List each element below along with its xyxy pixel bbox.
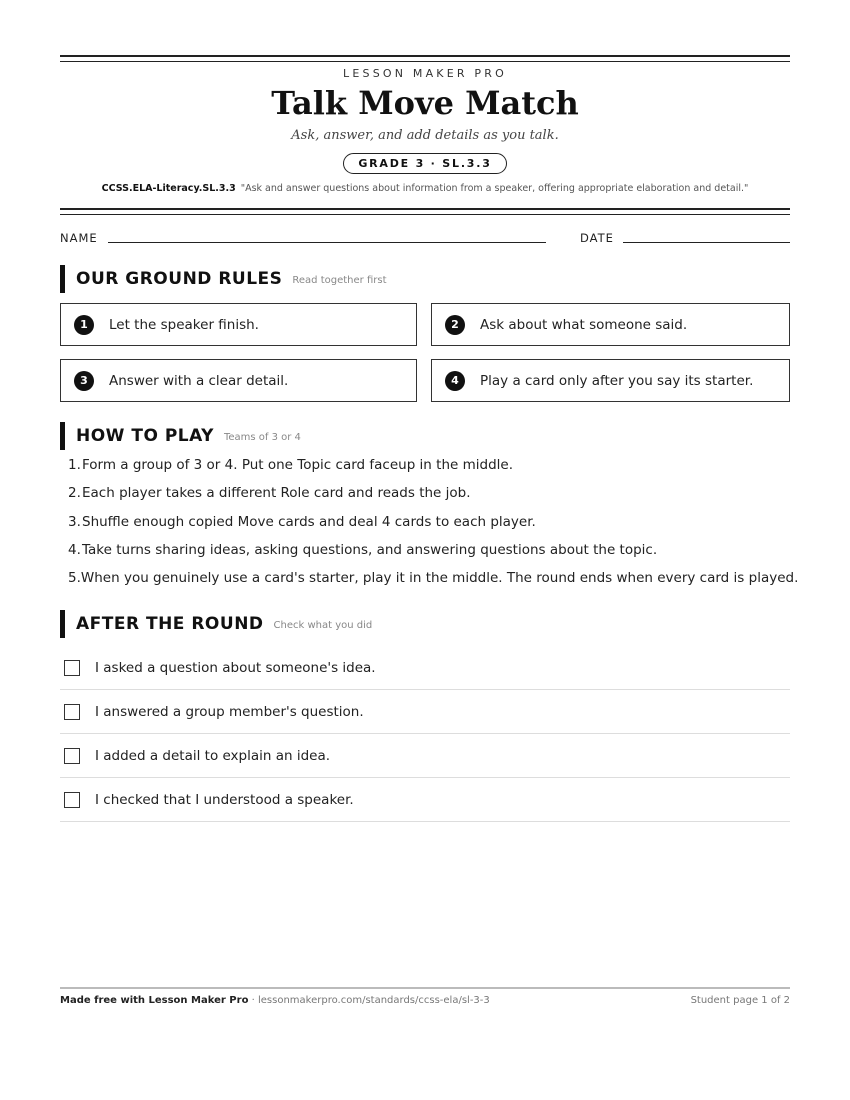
worksheet-page (60, 0, 799, 1100)
standard-text: "Ask and answer questions about information from a speaker, offering appropriate elaboration and detail." (240, 183, 749, 194)
step-text: Each player takes a different Role card and reads the job. (82, 485, 471, 502)
step-item (68, 457, 790, 485)
checklist-item (60, 646, 790, 690)
date-label: DATE (580, 231, 614, 245)
checklist-label: I answered a group member's question. (95, 703, 364, 720)
step-number: 5. (68, 570, 81, 587)
footer-rule (60, 987, 790, 989)
section-note: Teams of 3 or 4 (223, 432, 301, 443)
standard-line (60, 183, 790, 194)
footer-credit (60, 995, 490, 1006)
step-number: 2. (68, 485, 81, 502)
step-text: Form a group of 3 or 4. Put one Topic card faceup in the middle. (82, 457, 513, 473)
step-item (68, 485, 790, 513)
footer-url[interactable]: · lessonmakerpro.com/standards/ccss-ela/sl-3-3 (251, 995, 490, 1006)
date-field[interactable] (623, 242, 790, 243)
name-label: NAME (60, 231, 98, 245)
step-text: Shuffle enough copied Move cards and deal 4 cards to each player. (82, 513, 536, 530)
section-title: OUR GROUND RULES (76, 269, 283, 289)
header-bottom-rule (60, 208, 790, 215)
step-text: Take turns sharing ideas, asking questions, and answering questions about the topic. (82, 541, 658, 558)
checklist-label: I asked a question about someone's idea. (95, 659, 376, 676)
after-round-heading (60, 610, 372, 638)
page-title: Talk Move Match (271, 84, 579, 122)
checklist-item (60, 734, 790, 778)
checkbox[interactable] (64, 704, 80, 720)
grade-badge: GRADE 3 · SL.3.3 (343, 153, 506, 174)
brand-name: LESSON MAKER PRO (343, 67, 507, 80)
rule-number-badge: 3 (74, 371, 94, 391)
step-item (68, 542, 790, 570)
name-field[interactable] (108, 242, 546, 243)
step-number: 3. (68, 513, 81, 530)
rule-number-badge: 2 (445, 315, 465, 335)
header-top-rule (60, 55, 790, 62)
checklist-item (60, 778, 790, 822)
step-number: 1. (68, 457, 81, 473)
how-to-play-heading (60, 422, 301, 450)
grade-badge-wrap (60, 152, 790, 174)
checklist-label: I added a detail to explain an idea. (95, 747, 331, 764)
ground-rule-card (60, 303, 417, 346)
step-item (68, 570, 799, 598)
step-item (68, 514, 790, 542)
section-title: AFTER THE ROUND (76, 614, 264, 634)
section-title: HOW TO PLAY (76, 426, 214, 446)
rule-text: Play a card only after you say its starter. (480, 372, 754, 389)
standard-code: CCSS.ELA-Literacy.SL.3.3 (101, 183, 236, 194)
section-note: Read together first (292, 275, 387, 286)
checkbox[interactable] (64, 792, 80, 808)
checklist-label: I checked that I understood a speaker. (95, 791, 354, 808)
checklist-item (60, 690, 790, 734)
checkbox[interactable] (64, 660, 80, 676)
rule-text: Answer with a clear detail. (109, 372, 289, 389)
after-round-checklist (60, 646, 790, 822)
footer-page-number: Student page 1 of 2 (690, 995, 790, 1006)
checkbox[interactable] (64, 748, 80, 764)
ground-rules-heading (60, 265, 387, 293)
rule-text: Let the speaker finish. (109, 316, 259, 333)
step-number: 4. (68, 541, 81, 558)
rule-text: Ask about what someone said. (480, 316, 688, 333)
rule-number-badge: 4 (445, 371, 465, 391)
rule-number-badge: 1 (74, 315, 94, 335)
ground-rule-card (60, 359, 417, 402)
page-subtitle: Ask, answer, and add details as you talk. (291, 128, 559, 143)
ground-rule-card (431, 303, 790, 346)
footer-made-with: Made free with Lesson Maker Pro (60, 995, 249, 1006)
how-to-play-steps (68, 457, 799, 598)
step-text: When you genuinely use a card's starter, play it in the middle. The round ends when every card is played. (80, 570, 799, 587)
ground-rule-card (431, 359, 790, 402)
section-note: Check what you did (273, 620, 373, 631)
